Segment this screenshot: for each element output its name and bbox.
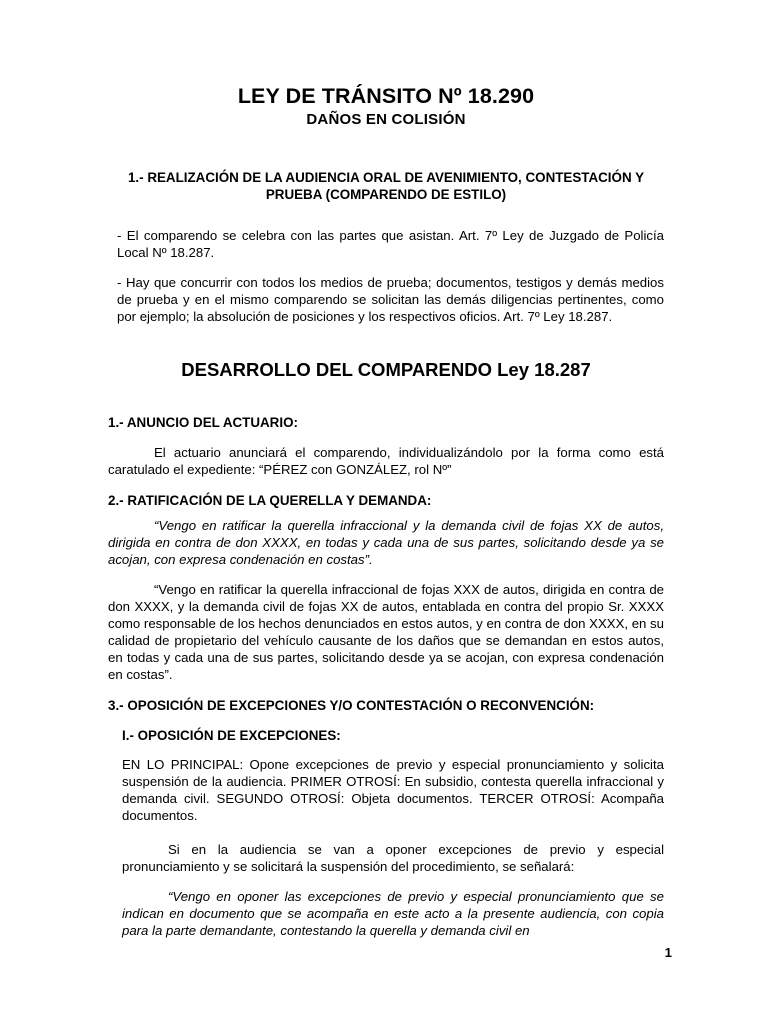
spacer bbox=[108, 129, 664, 169]
paragraph-suspension: Si en la audiencia se van a oponer excepciones de previo y especial pronunciamiento y se solicitará la suspensión del procedimiento, se señalará: bbox=[122, 842, 664, 875]
paragraph-ratificacion-quote-2: “Vengo en ratificar la querella infraccional de fojas XXX de autos, dirigida en contra de don XXXX, y la demanda civil de fojas XX de autos, entablada en contra del propio Sr. XXXX como responsable de los hechos denunciados en estos autos, y en contra de don XXXX, en su calidad de propietario del vehículo causante de los daños que se demandan en estos autos, en todas y cada una de sus partes, solicitando desde ya se acojan, con expresa condenación en costas”. bbox=[108, 581, 664, 682]
spacer bbox=[108, 203, 664, 228]
spacer bbox=[108, 714, 664, 727]
desarrollo-heading: DESARROLLO DEL COMPARENDO Ley 18.287 bbox=[181, 359, 591, 381]
spacer bbox=[108, 432, 664, 445]
paragraph-ratificacion-quote-1: “Vengo en ratificar la querella infraccional y la demanda civil de fojas XX de autos, dirigida en contra de don XXXX, en todas y cada una de sus partes, solicitando desde ya se acojan, con expresa condenación en costas”. bbox=[108, 517, 664, 567]
oposicion-sub-heading: I.- OPOSICIÓN DE EXCEPCIONES: bbox=[122, 727, 341, 743]
spacer bbox=[108, 744, 664, 757]
spacer bbox=[108, 381, 664, 414]
page-number: 1 bbox=[664, 945, 672, 960]
paragraph-anuncio: El actuario anunciará el comparendo, individualizándolo por la forma como está caratulado el expediente: “PÉREZ con GONZÁLEZ, rol Nº” bbox=[108, 444, 664, 477]
ratificacion-heading: 2.- RATIFICACIÓN DE LA QUERELLA Y DEMANDA: bbox=[108, 492, 432, 508]
paragraph-bullet-1: - El comparendo se celebra con las partes que asistan. Art. 7º Ley de Juzgado de Policía Local Nº 18.287. bbox=[117, 228, 664, 261]
spacer bbox=[108, 825, 664, 842]
paragraph-oposicion: EN LO PRINCIPAL: Opone excepciones de previo y especial pronunciamiento y solicita suspensión de la audiencia. PRIMER OTROSÍ: En subsidio, contesta querella infraccional y demanda civil. SEGUNDO OTROSÍ: Objeta documentos. TERCER OTROSÍ: Acompaña documentos. bbox=[122, 757, 664, 824]
anuncio-heading: 1.- ANUNCIO DEL ACTUARIO: bbox=[108, 415, 298, 431]
oposicion-heading: 3.- OPOSICIÓN DE EXCEPCIONES Y/O CONTESTACIÓN O RECONVENCIÓN: bbox=[108, 697, 595, 713]
document-subtitle: DAÑOS EN COLISIÓN bbox=[306, 110, 466, 128]
document-body bbox=[108, 84, 664, 940]
paragraph-bullet-2: - Hay que concurrir con todos los medios de prueba; documentos, testigos y demás medios de prueba y en el mismo comparendo se solicitan las demás diligencias pertinentes, como por ejemplo; la absolución de posiciones y los respectivos oficios. Art. 7º Ley 18.287. bbox=[117, 275, 664, 325]
document-title: LEY DE TRÁNSITO Nº 18.290 bbox=[237, 84, 535, 108]
paragraph-suspension-quote: “Vengo en oponer las excepciones de previo y especial pronunciamiento que se indican en documento que se acompaña en este acto a la presente audiencia, con copia para la parte demandante, contestando la querella y demanda civil en bbox=[122, 889, 664, 938]
spacer bbox=[108, 876, 664, 889]
spacer bbox=[108, 479, 664, 492]
spacer bbox=[108, 326, 664, 359]
section-1-heading: 1.- REALIZACIÓN DE LA AUDIENCIA ORAL DE AVENIMIENTO, CONTESTACIÓN Y PRUEBA (COMPARENDO DE ESTILO) bbox=[127, 169, 645, 203]
spacer bbox=[108, 684, 664, 697]
spacer bbox=[108, 262, 664, 275]
spacer bbox=[108, 569, 664, 582]
spacer bbox=[108, 509, 664, 518]
